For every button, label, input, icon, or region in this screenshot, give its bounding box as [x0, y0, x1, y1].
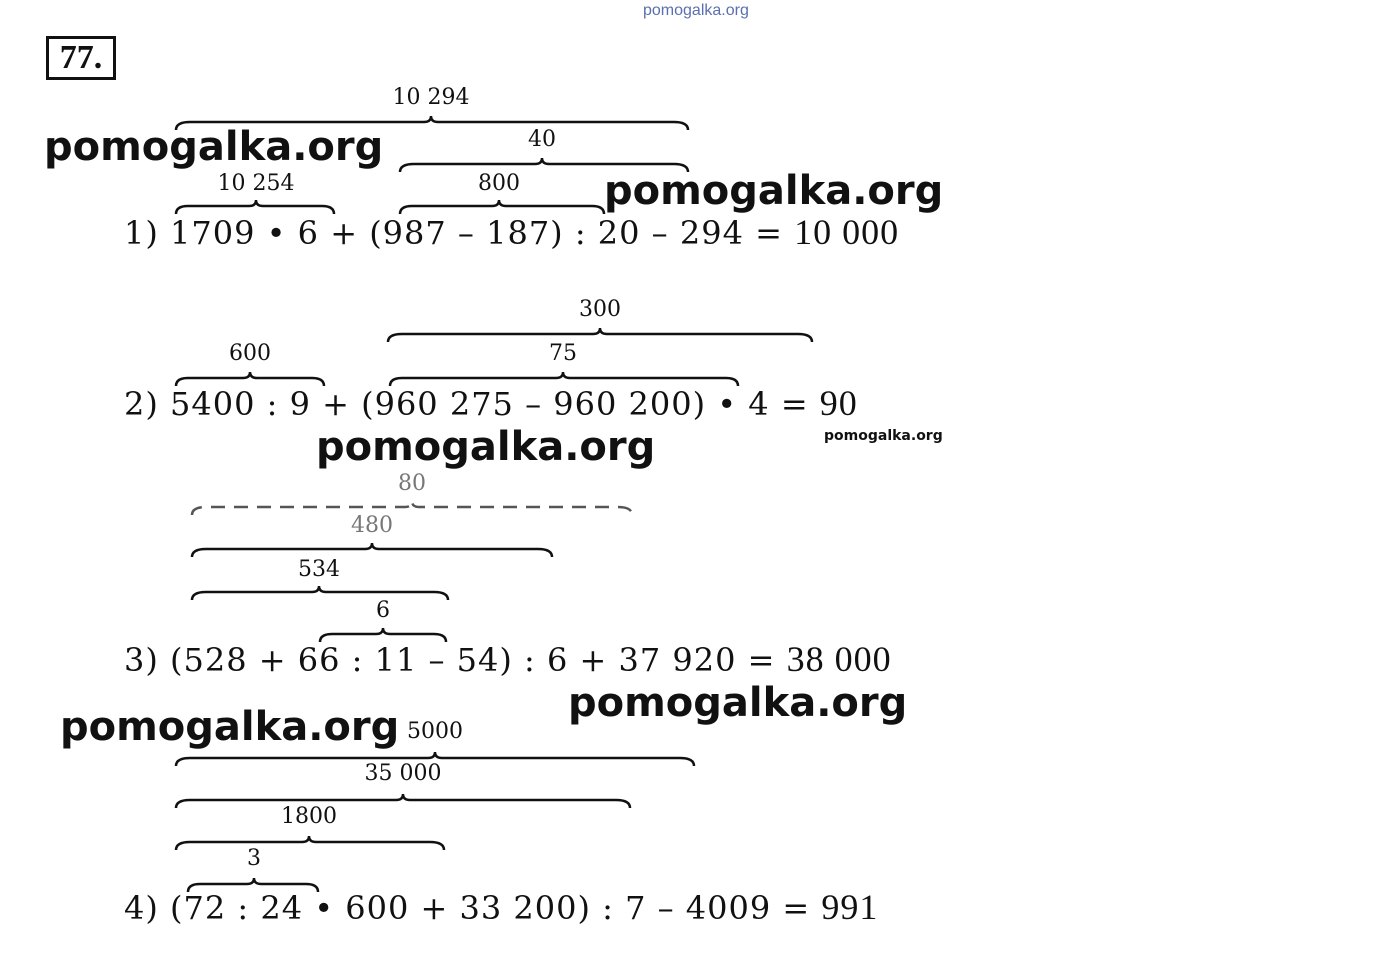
step-label: 80: [398, 471, 426, 496]
step-label: 6: [376, 598, 390, 623]
watermark: pomogalka.org: [60, 704, 400, 750]
equation-3: [124, 639, 892, 680]
problem-number: 77.: [46, 36, 116, 80]
problem-label: 2): [124, 385, 159, 423]
expression: 1709 • 6 + (987 – 187) : 20 – 294 =: [170, 214, 783, 252]
brace-4-product: [176, 836, 444, 850]
equation-4: [124, 887, 878, 928]
watermark: pomogalka.org: [316, 424, 656, 470]
step-label: 300: [579, 297, 621, 322]
problem-label: 3): [124, 641, 159, 679]
site-watermark-top: pomogalka.org: [643, 2, 749, 19]
step-label: 5000: [407, 719, 463, 744]
brace-2-product: [388, 328, 812, 342]
watermark: pomogalka.org: [568, 680, 908, 726]
result: 991: [821, 887, 879, 927]
brace-4-quotient: [176, 794, 630, 808]
step-label: 800: [478, 171, 520, 196]
brace-3-difference: [192, 543, 552, 557]
expression: (72 : 24 • 600 + 33 200) : 7 – 4009 =: [170, 889, 811, 927]
step-label: 480: [351, 513, 393, 538]
watermark: pomogalka.org: [604, 168, 944, 214]
step-label: 75: [549, 341, 577, 366]
step-label: 35 000: [364, 761, 442, 786]
step-label: 10 294: [392, 85, 470, 110]
step-label: 600: [229, 341, 271, 366]
result: 10 000: [794, 212, 900, 252]
step-label: 10 254: [217, 171, 295, 196]
equation-1: [124, 212, 899, 253]
step-label: 534: [298, 557, 340, 582]
expression: (528 + 66 : 11 – 54) : 6 + 37 920 =: [170, 641, 776, 679]
result: 90: [819, 383, 858, 423]
step-label: 40: [528, 127, 556, 152]
expression: 5400 : 9 + (960 275 – 960 200) • 4 =: [170, 385, 809, 423]
watermark: pomogalka.org: [44, 124, 384, 170]
problem-label: 1): [124, 214, 159, 252]
brace-3-sum: [192, 586, 448, 600]
brace-3-quotient: [192, 501, 632, 515]
result: 38 000: [786, 639, 892, 679]
step-label: 3: [247, 846, 261, 871]
step-label: 1800: [281, 804, 337, 829]
watermark-small: pomogalka.org: [824, 428, 943, 444]
equation-2: [124, 383, 858, 424]
problem-label: 4): [124, 889, 159, 927]
